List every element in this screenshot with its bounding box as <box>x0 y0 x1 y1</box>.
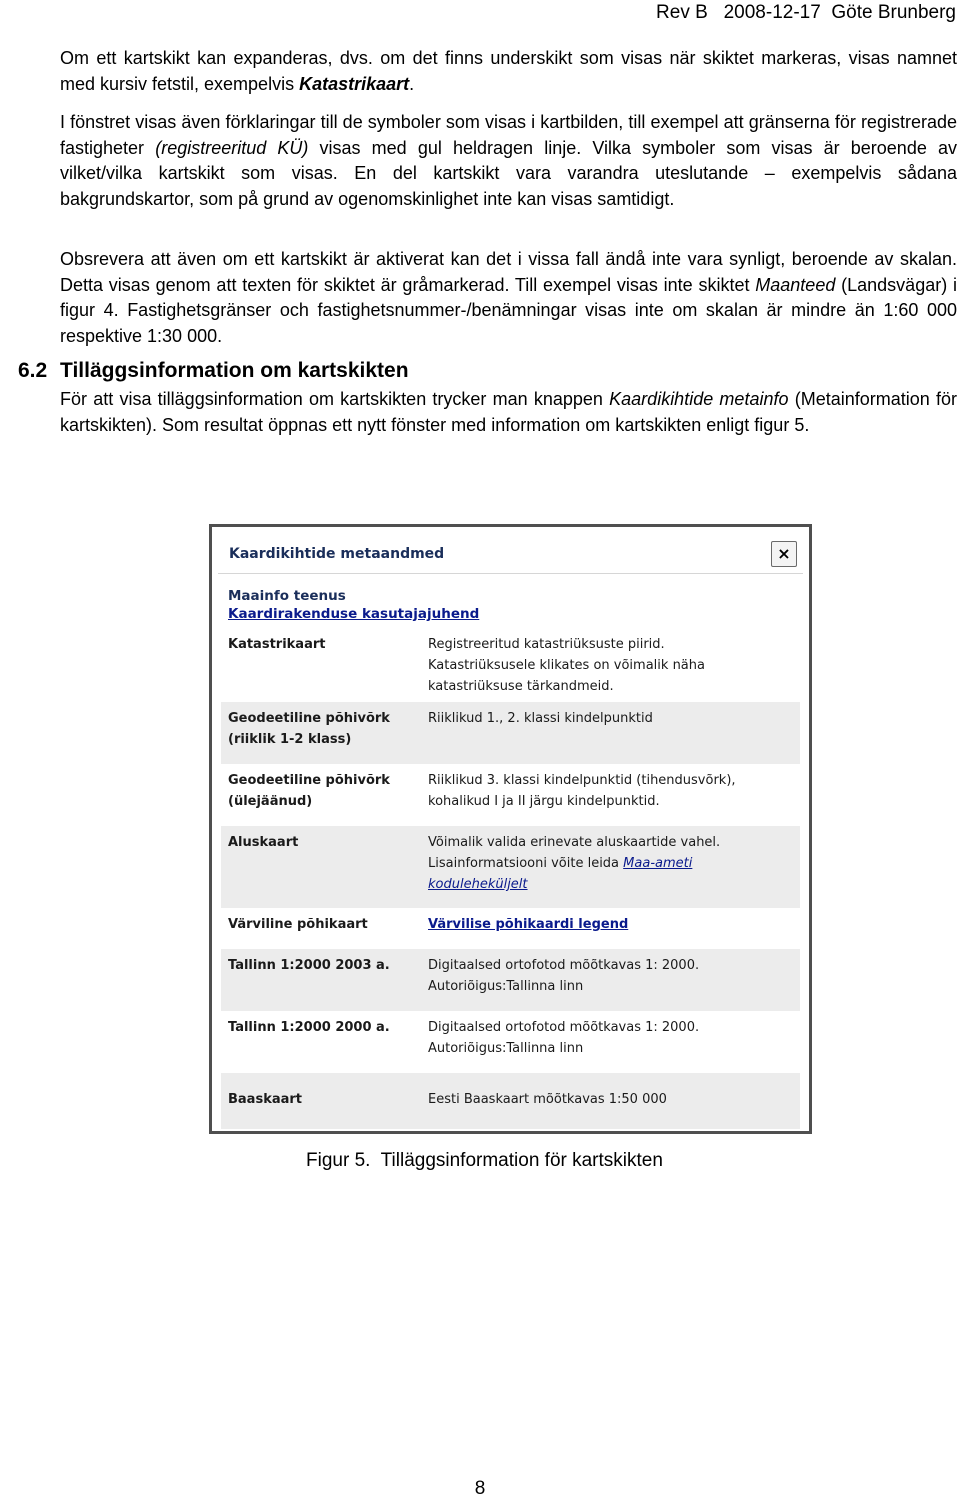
desc-line: Katastriüksusele klikates on võimalik näha <box>428 658 705 673</box>
layer-name: Aluskaart <box>228 835 299 850</box>
layer-row <box>221 826 800 908</box>
section-heading <box>18 359 409 383</box>
paragraph-legend <box>60 110 957 212</box>
desc-line: Võimalik valida erinevate aluskaartide vahel. <box>428 835 721 850</box>
layer-description <box>428 1017 768 1059</box>
layer-row <box>221 764 800 826</box>
layer-name-line: Geodeetiline põhivõrk <box>228 773 390 788</box>
close-button[interactable]: × <box>771 541 797 567</box>
desc-line: Autoriõigus:Tallinna linn <box>428 1041 584 1056</box>
window-title: Kaardikihtide metaandmed <box>229 546 445 562</box>
layer-name: Katastrikaart <box>228 637 326 652</box>
provider-block <box>228 588 479 622</box>
layer-name <box>228 770 418 812</box>
layer-description <box>428 1089 768 1110</box>
desc-line: Registreeritud katastriüksuste piirid. <box>428 637 665 652</box>
window-content <box>218 574 803 1127</box>
desc-line: kohalikud I ja II järgu kindelpunktid. <box>428 794 660 809</box>
layer-description <box>428 634 768 697</box>
layer-row <box>221 908 800 949</box>
user-guide-link[interactable]: Kaardirakenduse kasutajajuhend <box>228 606 480 622</box>
italic-term: Maanteed <box>755 274 836 295</box>
desc-line <box>428 853 768 874</box>
paragraph-text: (Metainformation för kartskikten). Som resultat öppnas ett nytt fönster med information om kartskikten enligt figur 5. <box>60 389 957 435</box>
layer-row <box>221 1011 800 1073</box>
figure-screenshot <box>209 524 812 1134</box>
layer-row <box>221 949 800 1011</box>
layer-description <box>428 708 768 729</box>
homepage-link[interactable]: koduleheküljelt <box>428 877 528 892</box>
metadata-window <box>218 533 803 1127</box>
italic-term: Kaardikihtide metainfo <box>609 389 789 409</box>
layer-description <box>428 914 768 935</box>
layer-name <box>228 708 418 750</box>
desc-line: Digitaalsed ortofotod mõõtkavas 1: 2000. <box>428 1020 700 1035</box>
paragraph-expand <box>60 46 957 97</box>
layer-description <box>428 770 768 812</box>
layer-name: Tallinn 1:2000 2000 a. <box>228 1020 390 1035</box>
paragraph-text: För att visa tilläggsinformation om kartskikten trycker man knappen <box>60 389 603 409</box>
layer-row <box>221 702 800 764</box>
layer-name: Baaskaart <box>228 1092 303 1107</box>
paragraph-visibility <box>60 247 957 349</box>
section-title: Tilläggsinformation om kartskikten <box>60 359 409 382</box>
paragraph-text: Obsrevera att även om ett kartskikt är aktiverat kan det i vissa fall ändå inte vara synligt, beroende av skalan. Detta visas genom att texten för skiktet är gråmarkerad. Till exempel visas inte skiktet <box>60 249 957 295</box>
layer-name-line: Geodeetiline põhivõrk <box>228 711 390 726</box>
figure-caption: Figur 5. Tilläggsinformation för kartskikten <box>306 1150 663 1171</box>
desc-line: Riiklikud 1., 2. klassi kindelpunktid <box>428 711 653 726</box>
page-header: Rev B 2008-12-17 Göte Brunberg <box>656 2 956 23</box>
desc-line <box>428 874 768 895</box>
paragraph-text: visas med gul heldragen linje. Vilka symboler som visas är beroende av vilket/vilka kartskikt som visas. En del kartskikt vara varandra uteslutande – exempelvis sådana bakgrundskartor, som på grund av ogenomskinlighet inte kan visas samtidigt. <box>60 137 957 209</box>
desc-text: Lisainformatsiooni võite leida <box>428 856 620 871</box>
paragraph-text: (Landsvägar) i figur 4. Fastighetsgränser och fastighetsnummer-/benämningar visas inte om skalan är mindre än 1:60 000 respektive 1:30 000. <box>60 274 957 346</box>
layer-name-line: (ülejäänud) <box>228 794 313 809</box>
paragraph-text: Om ett kartskikt kan expanderas, dvs. om det finns underskikt som visas när skiktet markeras, visas namnet med kursiv fetstil, exempelvis <box>60 48 957 94</box>
layer-description <box>428 832 768 895</box>
layer-description <box>428 955 768 997</box>
maa-amet-link[interactable]: Maa-ameti <box>623 856 693 871</box>
desc-line: Autoriõigus:Tallinna linn <box>428 979 584 994</box>
desc-line: Riiklikud 3. klassi kindelpunktid (tihendusvõrk), <box>428 773 736 788</box>
layer-name-line: (riiklik 1-2 klass) <box>228 732 352 747</box>
provider-name: Maainfo teenus <box>228 588 346 604</box>
desc-line: katastriüksuse tärkandmeid. <box>428 679 614 694</box>
desc-line: Digitaalsed ortofotod mõõtkavas 1: 2000. <box>428 958 700 973</box>
example-layer-name: Katastrikaart <box>299 73 410 94</box>
paragraph-metainfo <box>60 387 957 438</box>
italic-term: (registreeritud KÜ) <box>155 137 309 158</box>
layer-row <box>221 1073 800 1129</box>
window-titlebar <box>218 533 803 574</box>
section-number: 6.2 <box>18 359 48 382</box>
layer-row <box>221 628 800 702</box>
paragraph-text: I fönstret visas även förklaringar till de symboler som visas i kartbilden, till exempel att gränserna för registrerade fastigheter <box>60 112 957 158</box>
layer-name: Tallinn 1:2000 2003 a. <box>228 958 390 973</box>
legend-link[interactable]: Värvilise põhikaardi legend <box>428 917 629 932</box>
desc-line: Eesti Baaskaart mõõtkavas 1:50 000 <box>428 1092 667 1107</box>
page-number: 8 <box>474 1478 486 1499</box>
paragraph-end: . <box>409 73 415 94</box>
layer-name: Värviline põhikaart <box>228 917 368 932</box>
